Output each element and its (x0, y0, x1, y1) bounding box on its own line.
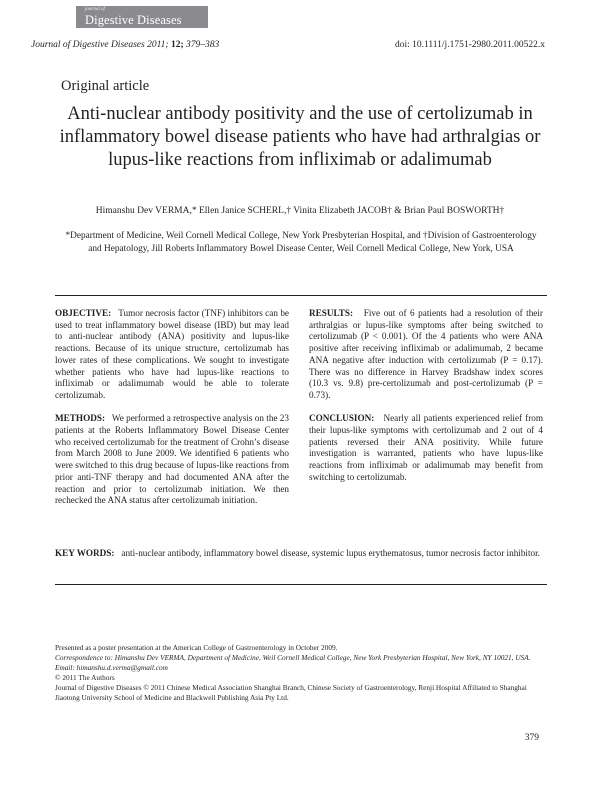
conclusion-heading: CONCLUSION: (309, 413, 375, 424)
conclusion-text: Nearly all patients experienced relief from their lupus-like symptoms with certolizumab and 2 out of 4 patients reversed their ANA positivity. While future investigation is warranted, patients who have lupus-like reactions from infliximab or adalimumab may benefit from switching to certolizumab. (309, 413, 544, 482)
journal-year: 2011; (147, 40, 169, 50)
objective-heading: OBJECTIVE: (55, 308, 112, 318)
methods-heading: METHODS: (55, 413, 106, 424)
results-heading: RESULTS: (309, 308, 354, 318)
page-number: 379 (524, 733, 539, 743)
abstract-methods (55, 413, 289, 507)
journal-citation (31, 40, 219, 50)
journal-logo (76, 6, 208, 28)
author-list: Himanshu Dev VERMA,* Ellen Janice SCHERL,† Vinita Elizabeth JACOB† & Brian Paul BOSWORTH† (95, 206, 505, 216)
logo-small-text: journal of (85, 7, 105, 12)
journal-name: Journal of Digestive Diseases (31, 40, 145, 50)
copyright-authors: © 2011 The Authors (55, 672, 115, 682)
logo-title: Digestive Diseases (85, 13, 182, 27)
correspondence-note: Correspondence to: Himanshu Dev VERMA, Department of Medicine, Weil Cornell Medical College, New York Presbyterian Hospital, New York, NY 10021, USA. Email: himanshu.d.verma@gmail.com (55, 652, 531, 672)
keywords-heading: KEY WORDS: (55, 548, 115, 558)
abstract-bottom-rule (55, 584, 547, 585)
abstract-conclusion (309, 413, 543, 483)
abstract-results (309, 308, 543, 402)
article-title: Anti-nuclear antibody positivity and the use of certolizumab in inflammatory bowel disease patients who have had arthralgias or lupus-like reactions from infliximab or adalimumab (59, 104, 541, 170)
affiliation: *Department of Medicine, Weil Cornell Medical College, New York Presbyterian Hospital, and †Division of Gastroenterology and Hepatology, Jill Roberts Inflammatory Bowel Disease Center, Weil Cornell Medical College, New York, USA (65, 231, 537, 254)
objective-text: Tumor necrosis factor (TNF) inhibitors can be used to treat inflammatory bowel disease (IBD) but may lead to anti-nuclear antibody (ANA) positivity and lupus-like reactions. Because of its unique structure, certolizumab has lower rates of these complications. We sought to investigate whether patients who have had lupus-like reactions to infliximab or adalimumab would be able to tolerate certolizumab. (55, 308, 289, 400)
keywords (55, 548, 547, 560)
abstract-objective (55, 308, 289, 402)
journal-pages: 379–383 (185, 40, 220, 50)
article-type: Original article (61, 78, 150, 94)
presentation-note: Presented as a poster presentation at the American College of Gastroenterology in October 2009. (55, 643, 338, 652)
footnotes (55, 643, 547, 702)
methods-text: We performed a retrospective analysis on the 23 patients at the Roberts Inflammatory Bowel Disease Center who received certolizumab for the treatment of Crohn’s disease from March 2008 to June 2009. We identified 6 patients who were switched to this drug because of lupus-like reactions from prior anti-TNF therapy and had documented ANA after the reaction and prior to certolizumab initiation. We then rechecked the ANA status after certolizumab initiation. (55, 413, 289, 506)
keywords-text: anti-nuclear antibody, inflammatory bowel disease, systemic lupus erythematosus, tumor necrosis factor inhibitor. (121, 548, 540, 558)
results-text: Five out of 6 patients had a resolution of their arthralgias or lupus-like symptoms after being switched to certolizumab (P < 0.001). Of the 4 patients who were ANA positive after receiving infliximab or adalimumab, 2 became ANA negative after induction with certolizumab (P = 0.17). There was no difference in Harvey Bradshaw index scores (10.3 vs. 9.8) pre-certolizumab and post-certolizumab (P = 0.73). (309, 308, 543, 400)
copyright-journal: Journal of Digestive Diseases © 2011 Chinese Medical Association Shanghai Branch, Chinese Society of Gastroenterology, Renji Hospital Affiliated to Shanghai Jiaotong University School of Medicine and Blackwell Publishing Asia Pty Ltd. (55, 682, 527, 702)
abstract-top-rule (55, 295, 547, 296)
abstract-right-column (309, 308, 543, 495)
abstract-left-column (55, 308, 289, 519)
journal-volume: 12; (170, 40, 184, 50)
doi[interactable]: doi: 10.1111/j.1751-2980.2011.00522.x (394, 40, 545, 50)
